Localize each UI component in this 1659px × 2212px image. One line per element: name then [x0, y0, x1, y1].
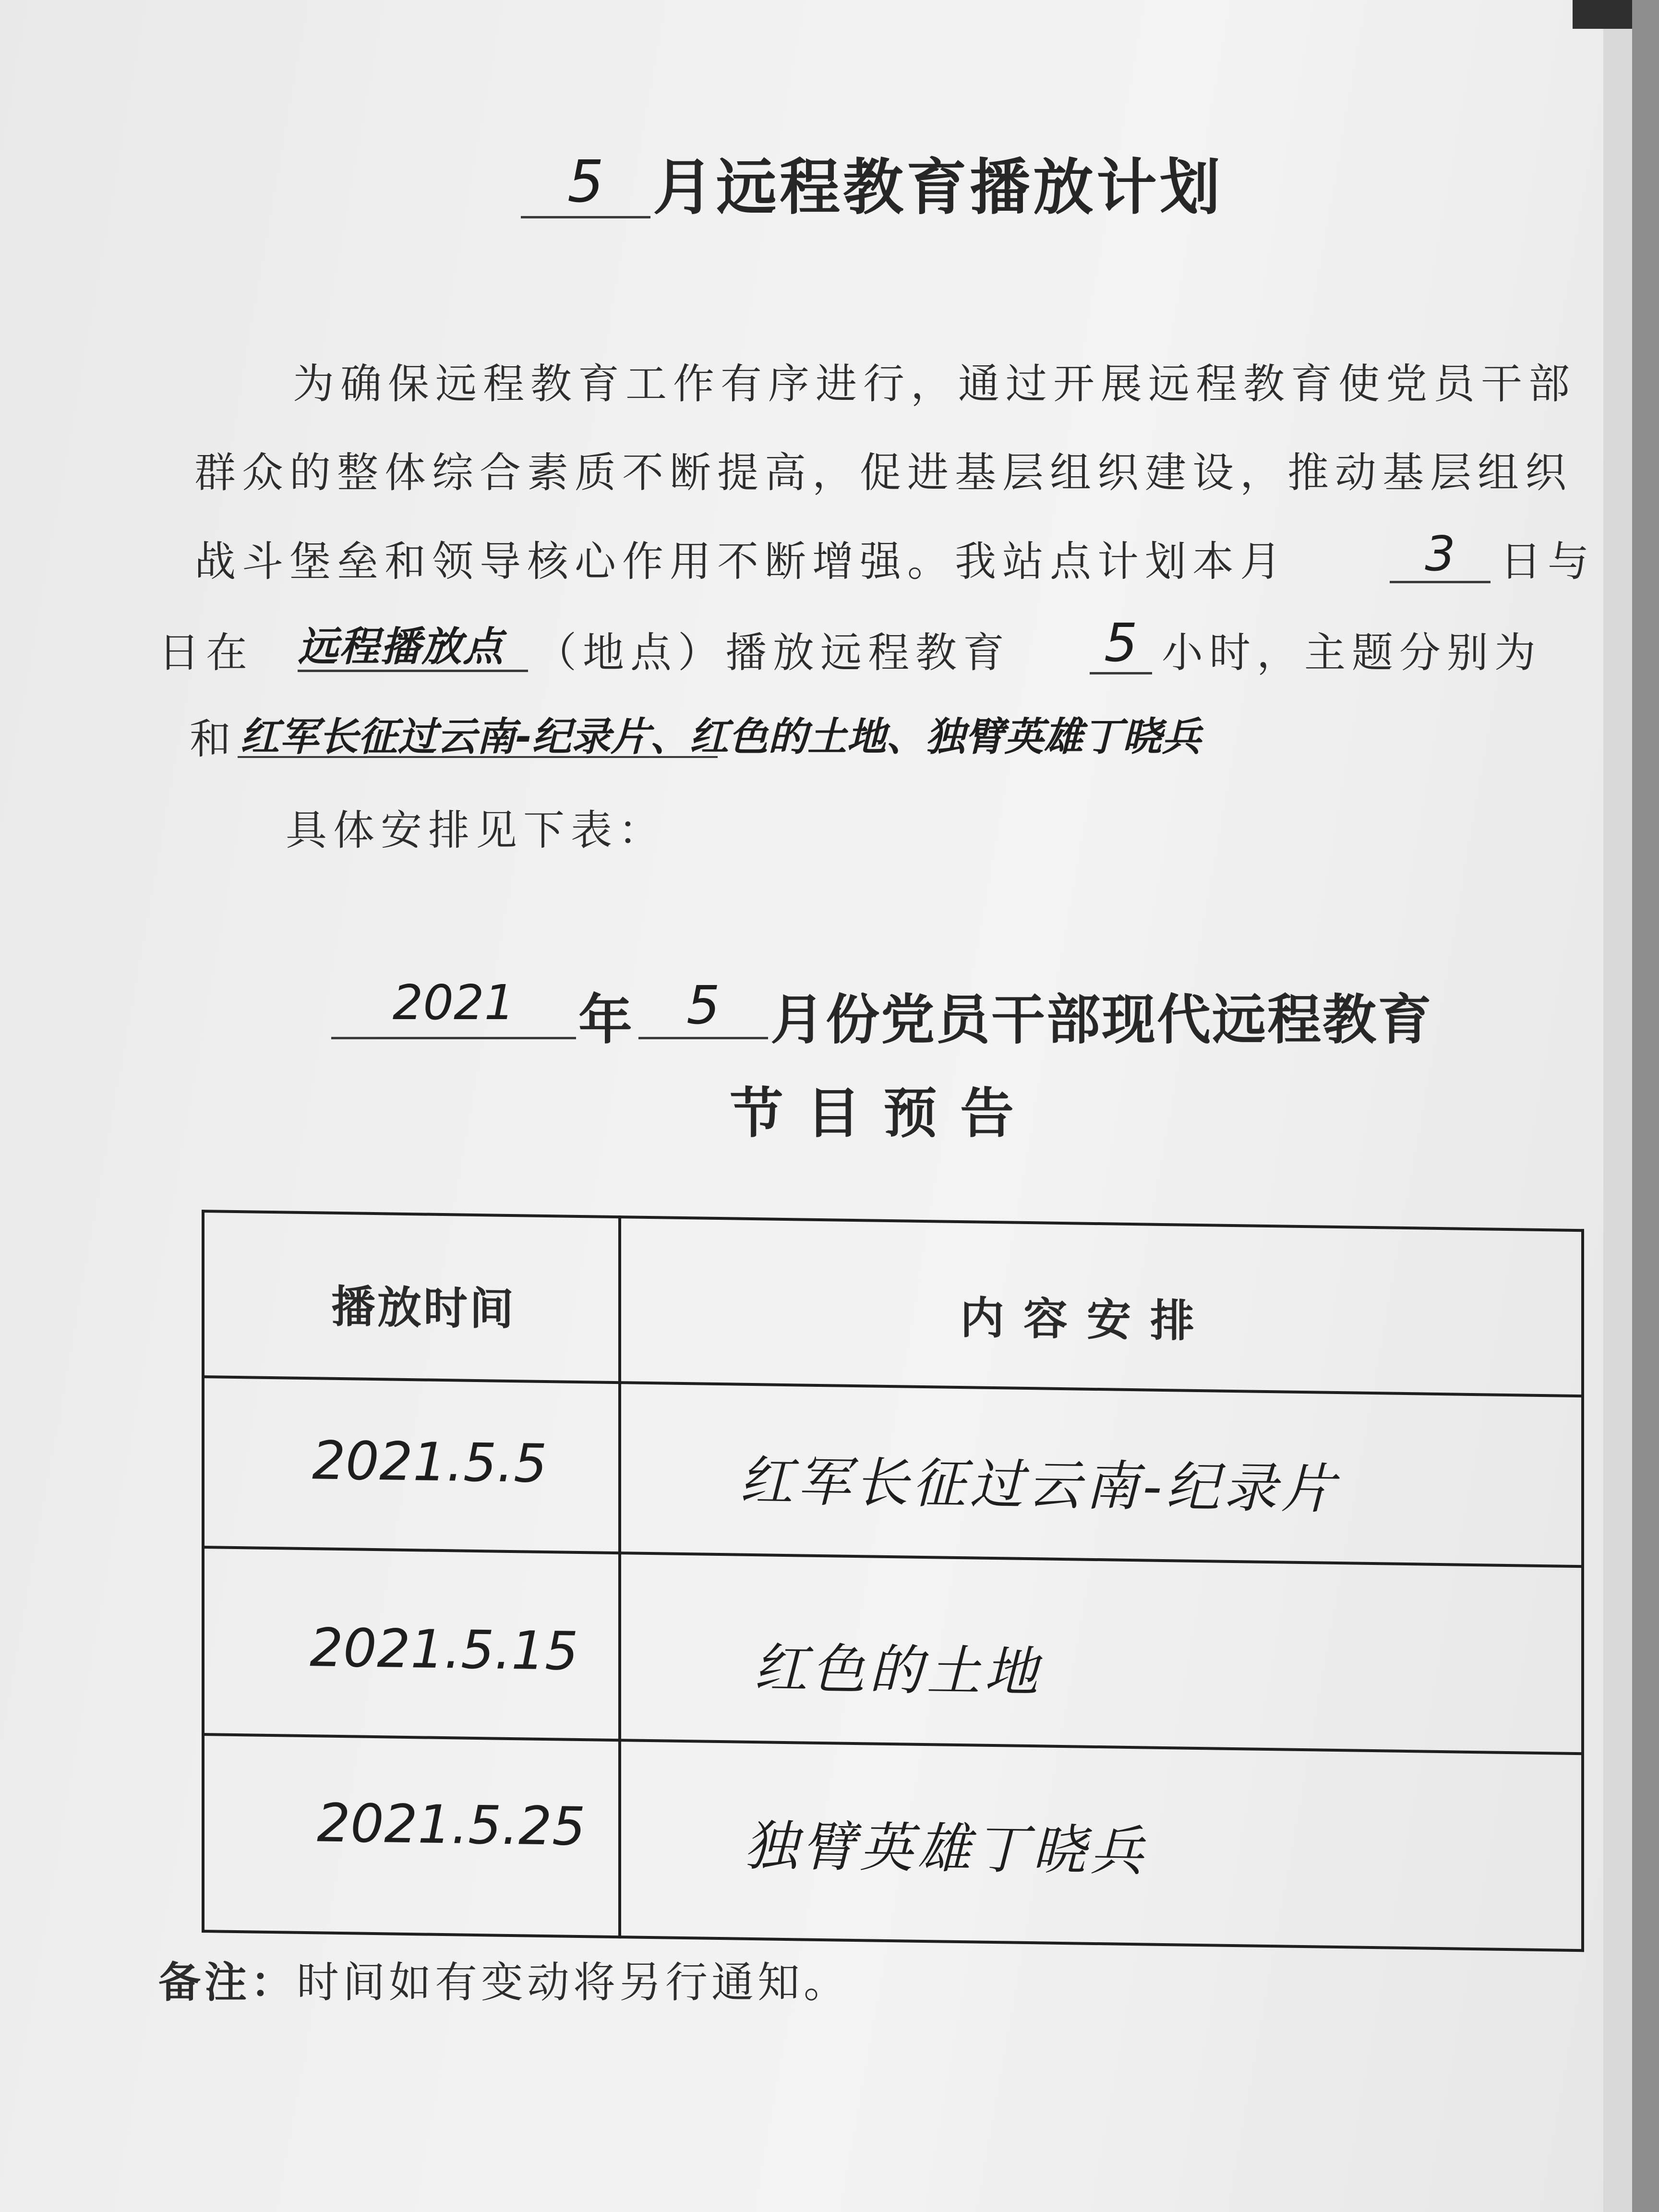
table-column-divider — [618, 1215, 621, 1938]
intro-line-3-text: 战斗堡垒和领导核心作用不断增强。我站点计划本月 — [194, 538, 1287, 586]
table-header-time: 播放时间 — [331, 1281, 516, 1335]
table-row-2-date: 2021.5.15 — [310, 1617, 578, 1682]
hours-blank — [1090, 612, 1152, 674]
intro-line-3-end: 日与 — [1500, 538, 1595, 586]
schedule-month-blank — [638, 974, 768, 1039]
note-text: 时间如有变动将另行通知。 — [297, 1958, 850, 2007]
table-border-right — [1581, 1229, 1584, 1952]
schedule-year-blank — [331, 974, 576, 1039]
table-border-left — [202, 1210, 204, 1933]
background-corner — [1573, 0, 1632, 29]
title-month-value: 5 — [567, 149, 604, 216]
intro-line-5-start: 和 — [190, 715, 237, 763]
schedule-heading: 月份党员干部现代远程教育 — [770, 989, 1433, 1051]
table-row-divider — [202, 1733, 1584, 1755]
title-month-blank — [521, 144, 650, 218]
topics-value: 红军长征过云南-纪录片、红色的土地、独臂英雄丁晓兵 — [240, 714, 1202, 760]
day-count-blank — [1390, 526, 1491, 583]
note — [158, 1949, 850, 2009]
intro-line-2: 群众的整体综合素质不断提高，促进基层组织建设，推动基层组织 — [194, 449, 1573, 497]
schedule-year-label: 年 — [578, 989, 634, 1051]
schedule-year-value: 2021 — [392, 974, 515, 1031]
intro-line-3 — [194, 528, 1287, 588]
table-row-divider — [202, 1546, 1584, 1568]
schedule-table — [202, 1210, 1584, 1954]
location-blank — [298, 614, 528, 672]
intro-line-4-end: 小时，主题分别为 — [1162, 629, 1542, 677]
location-value: 远程播放点 — [298, 623, 505, 670]
table-row-divider — [202, 1375, 1584, 1397]
intro-line-4-middle: （地点）播放远程教育 — [535, 629, 1010, 677]
note-label: 备注： — [158, 1958, 297, 2007]
table-row-3-content: 独臂英雄丁晓兵 — [744, 1815, 1147, 1883]
intro-line-4-start: 日在 — [158, 629, 253, 677]
day-count-value: 3 — [1425, 526, 1455, 582]
table-row-3-date: 2021.5.25 — [317, 1792, 586, 1858]
table-row-1-date: 2021.5.5 — [312, 1430, 547, 1495]
schedule-month-value: 5 — [686, 974, 720, 1036]
intro-line-1: 为确保远程教育工作有序进行，通过开展远程教育使党员干部 — [293, 360, 1576, 408]
table-header-content: 内容安排 — [960, 1292, 1214, 1347]
table-border-top — [202, 1210, 1584, 1232]
schedule-subheading: 节目预告 — [730, 1082, 1037, 1145]
hours-value: 5 — [1104, 612, 1138, 673]
page-title: 月远程教育播放计划 — [653, 152, 1223, 223]
intro-line-6: 具体安排见下表： — [286, 806, 666, 854]
table-row-2-content: 红色的土地 — [754, 1637, 1042, 1704]
table-row-1-content: 红军长征过云南-纪录片 — [739, 1450, 1339, 1521]
page-edge — [1603, 0, 1632, 2212]
